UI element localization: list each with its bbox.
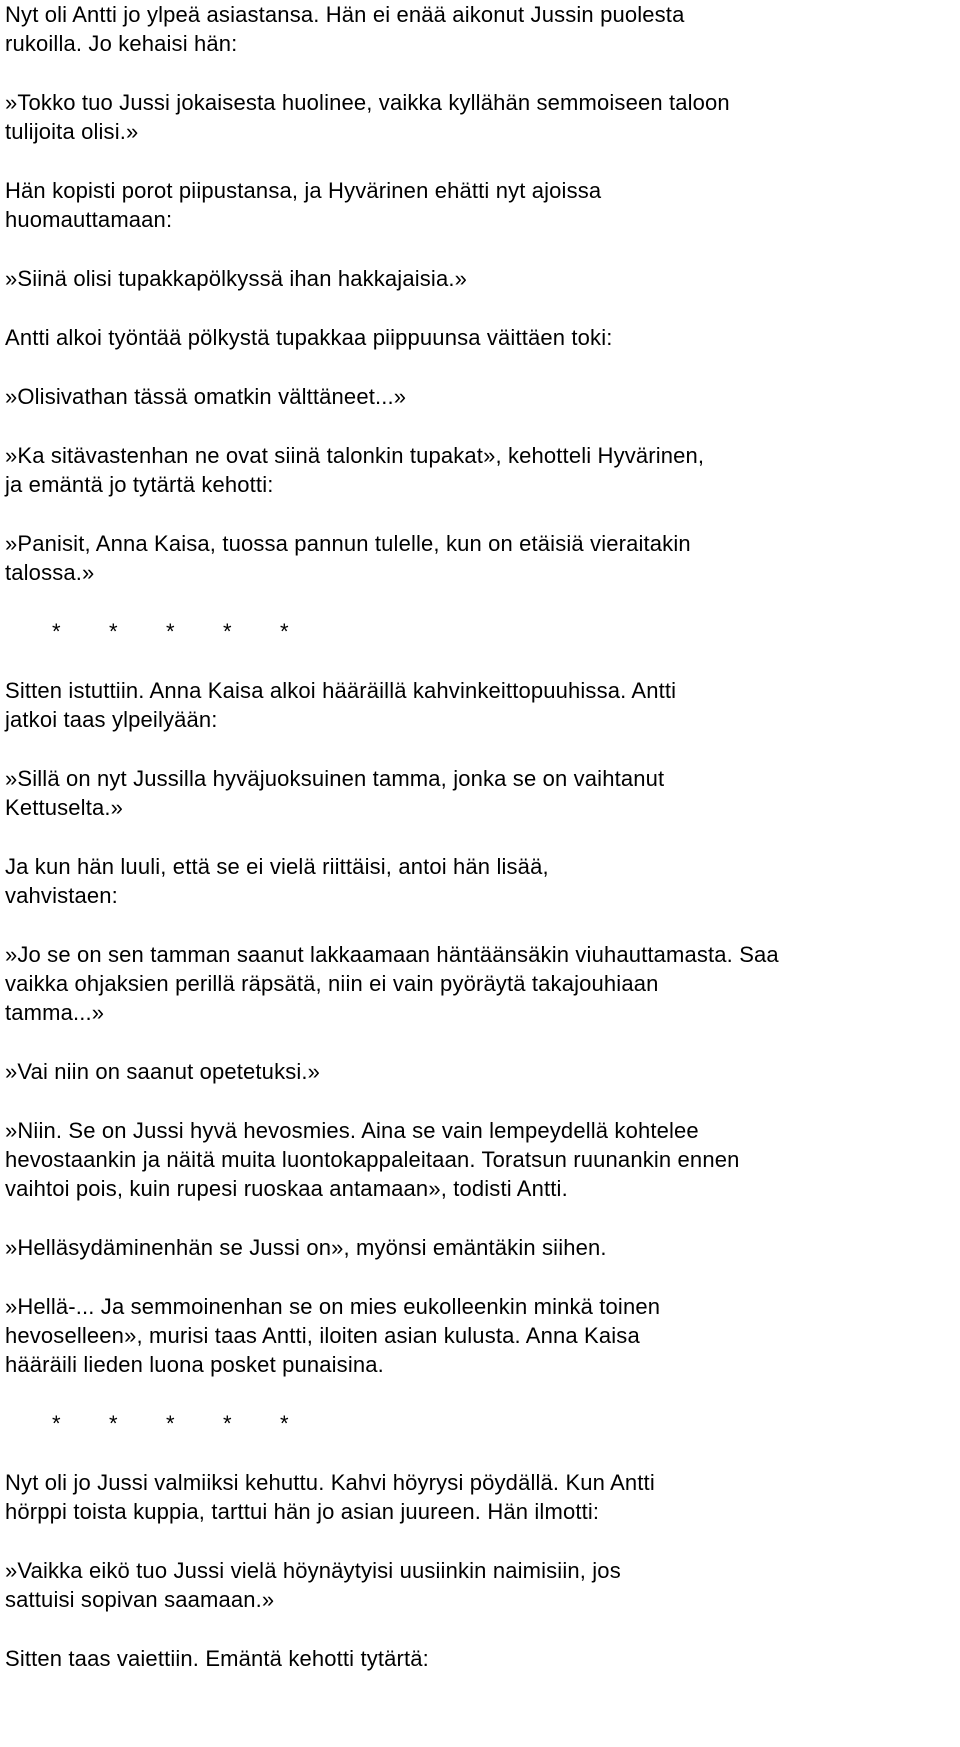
divider-asterisk: * — [223, 1411, 232, 1436]
divider-asterisk: * — [109, 1411, 118, 1436]
text-line: sattuisi sopivan saamaan.» — [5, 1587, 275, 1612]
text-line: Sitten taas vaiettiin. Emäntä kehotti tytärtä: — [5, 1646, 429, 1671]
text-line: »Helläsydäminenhän se Jussi on», myönsi emäntäkin siihen. — [5, 1235, 607, 1260]
paragraph — [5, 1233, 960, 1262]
paragraph-gap — [5, 293, 960, 323]
text-line: rukoilla. Jo kehaisi hän: — [5, 31, 238, 56]
text-line: »Hellä-... Ja semmoinenhan se on mies eukolleenkin minkä toinen — [5, 1294, 661, 1319]
paragraph — [5, 323, 960, 352]
text-line: »Niin. Se on Jussi hyvä hevosmies. Aina se vain lempeydellä kohtelee — [5, 1118, 699, 1143]
divider-asterisk: * — [52, 1411, 61, 1436]
paragraph — [5, 676, 960, 734]
divider-asterisk: * — [166, 619, 175, 644]
divider-asterisk: * — [166, 1411, 175, 1436]
text-line: Sitten istuttiin. Anna Kaisa alkoi hääräillä kahvinkeittopuuhissa. Antti — [5, 678, 677, 703]
paragraph-gap — [5, 822, 960, 852]
divider-asterisk: * — [52, 619, 61, 644]
paragraph-gap — [5, 411, 960, 441]
text-line: Nyt oli Antti jo ylpeä asiastansa. Hän ei enää aikonut Jussin puolesta — [5, 2, 685, 27]
divider-asterisk: * — [280, 619, 289, 644]
text-line: tamma...» — [5, 1000, 105, 1025]
text-line: huomauttamaan: — [5, 207, 173, 232]
paragraph-gap — [5, 1379, 960, 1409]
paragraph — [5, 1057, 960, 1086]
paragraph-gap — [5, 499, 960, 529]
paragraph-gap — [5, 1086, 960, 1116]
text-line: vaihtoi pois, kuin rupesi ruoskaa antamaan», todisti Antti. — [5, 1176, 568, 1201]
paragraph-gap — [5, 910, 960, 940]
paragraph — [5, 1644, 960, 1673]
paragraph — [5, 176, 960, 234]
paragraph — [5, 529, 960, 587]
section-divider — [52, 617, 960, 646]
paragraph-gap — [5, 1526, 960, 1556]
text-line: hääräili lieden luona posket punaisina. — [5, 1352, 384, 1377]
paragraph-gap — [5, 1614, 960, 1644]
text-line: »Olisivathan tässä omatkin välttäneet...» — [5, 384, 407, 409]
text-line: hevostaankin ja näitä muita luontokappaleitaan. Toratsun ruunankin ennen — [5, 1147, 740, 1172]
divider-asterisk: * — [109, 619, 118, 644]
text-line: Hän kopisti porot piipustansa, ja Hyvärinen ehätti nyt ajoissa — [5, 178, 602, 203]
paragraph — [5, 1556, 960, 1614]
paragraph-gap — [5, 734, 960, 764]
paragraph-gap — [5, 58, 960, 88]
text-line: »Vaikka eikö tuo Jussi vielä höynäytyisi uusiinkin naimisiin, jos — [5, 1558, 621, 1583]
paragraph-gap — [5, 146, 960, 176]
paragraph-gap — [5, 587, 960, 617]
text-line: »Tokko tuo Jussi jokaisesta huolinee, vaikka kyllähän semmoiseen taloon — [5, 90, 730, 115]
section-divider — [52, 1409, 960, 1438]
paragraph-gap — [5, 1203, 960, 1233]
text-line: hevoselleen», murisi taas Antti, iloiten asian kulusta. Anna Kaisa — [5, 1323, 640, 1348]
text-line: jatkoi taas ylpeilyään: — [5, 707, 218, 732]
text-line: Kettuselta.» — [5, 795, 123, 820]
paragraph — [5, 264, 960, 293]
paragraph-gap — [5, 646, 960, 676]
paragraph-gap — [5, 1027, 960, 1057]
paragraph — [5, 382, 960, 411]
paragraph — [5, 764, 960, 822]
paragraph — [5, 1468, 960, 1526]
text-line: vaikka ohjaksien perillä räpsätä, niin ei vain pyöräytä takajouhiaan — [5, 971, 659, 996]
paragraph-gap — [5, 1262, 960, 1292]
text-line: talossa.» — [5, 560, 95, 585]
paragraph — [5, 1292, 960, 1379]
text-line: Antti alkoi työntää pölkystä tupakkaa piippuunsa väittäen toki: — [5, 325, 613, 350]
text-line: »Siinä olisi tupakkapölkyssä ihan hakkajaisia.» — [5, 266, 467, 291]
divider-asterisk: * — [223, 619, 232, 644]
text-line: »Jo se on sen tamman saanut lakkaamaan häntäänsäkin viuhauttamasta. Saa — [5, 942, 779, 967]
paragraph — [5, 0, 960, 58]
text-line: »Vai niin on saanut opetetuksi.» — [5, 1059, 321, 1084]
text-line: hörppi toista kuppia, tarttui hän jo asian juureen. Hän ilmotti: — [5, 1499, 600, 1524]
text-line: ja emäntä jo tytärtä kehotti: — [5, 472, 274, 497]
text-line: Nyt oli jo Jussi valmiiksi kehuttu. Kahvi höyrysi pöydällä. Kun Antti — [5, 1470, 655, 1495]
paragraph — [5, 1116, 960, 1203]
divider-asterisk: * — [280, 1411, 289, 1436]
text-line: »Sillä on nyt Jussilla hyväjuoksuinen tamma, jonka se on vaihtanut — [5, 766, 665, 791]
paragraph-gap — [5, 234, 960, 264]
text-line: vahvistaen: — [5, 883, 118, 908]
paragraph — [5, 441, 960, 499]
paragraph — [5, 852, 960, 910]
text-line: tulijoita olisi.» — [5, 119, 139, 144]
text-line: »Ka sitävastenhan ne ovat siinä talonkin tupakat», kehotteli Hyvärinen, — [5, 443, 705, 468]
paragraph — [5, 940, 960, 1027]
text-line: Ja kun hän luuli, että se ei vielä riittäisi, antoi hän lisää, — [5, 854, 549, 879]
paragraph-gap — [5, 1438, 960, 1468]
document-page — [5, 0, 960, 1673]
paragraph — [5, 88, 960, 146]
paragraph-gap — [5, 352, 960, 382]
text-line: »Panisit, Anna Kaisa, tuossa pannun tulelle, kun on etäisiä vieraitakin — [5, 531, 691, 556]
